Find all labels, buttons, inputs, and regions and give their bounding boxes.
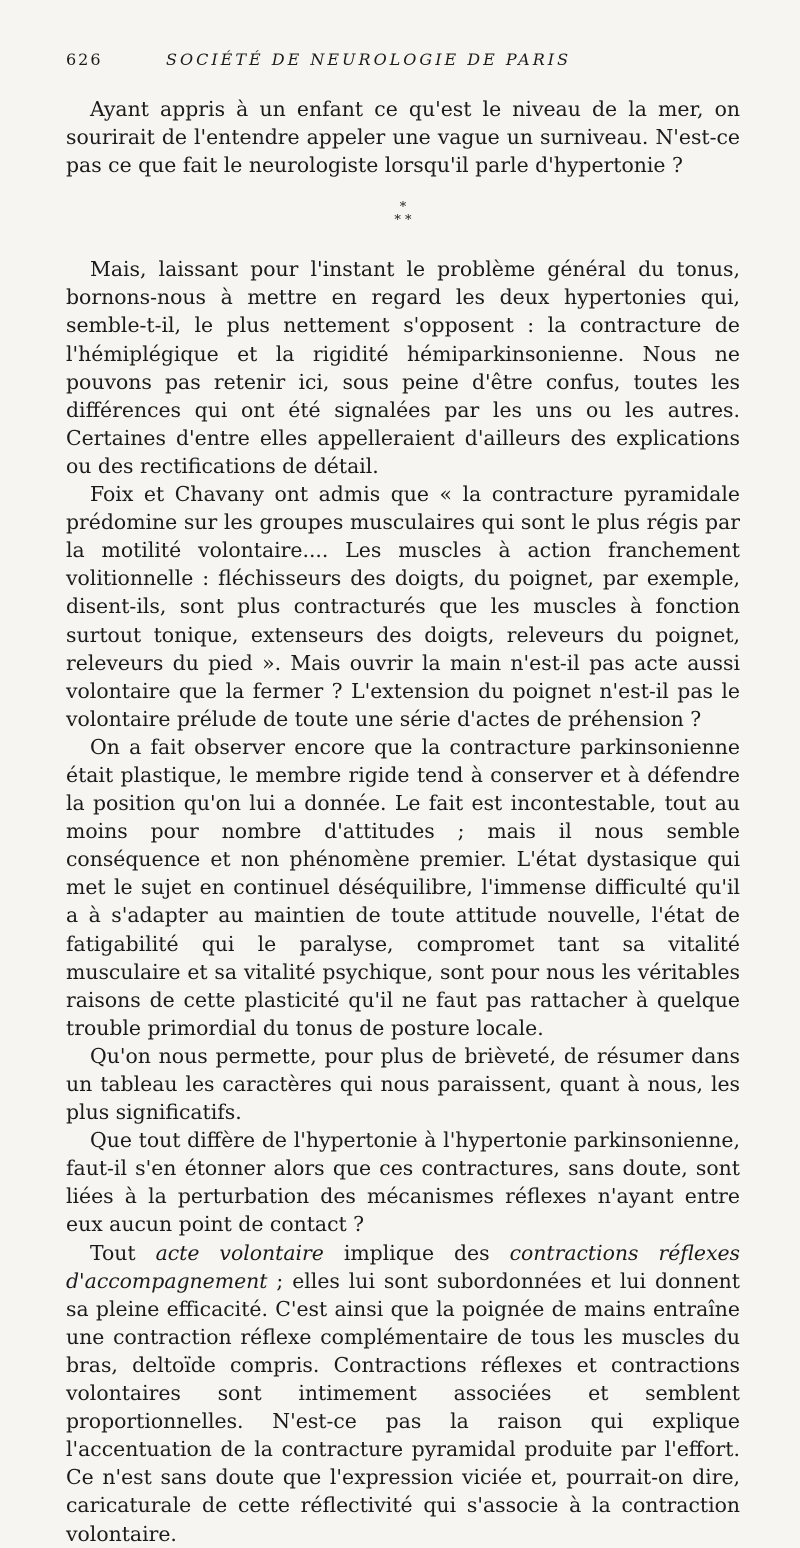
page-number: 626 bbox=[66, 50, 103, 69]
running-title: SOCIÉTÉ DE NEUROLOGIE DE PARIS bbox=[166, 50, 572, 69]
paragraph-4: On a fait observer encore que la contracture parkinsonienne était plastique, le membre rigide tend à conserver et à défendre la position qu'on lui a donnée. Le fait est incontestable, tout au moins pour nombre d'attitudes ; mais il nous semble conséquence et non phénomène premier. L'état dystasique qui met le sujet en continuel déséquilibre, l'immense difficulté qu'il a à s'adapter au maintien de toute attitude nouvelle, l'état de fatigabilité qui le paralyse, compromet tant sa vitalité musculaire et sa vitalité psychique, sont pour nous les véritables raisons de cette plasticité qu'il ne faut pas rattacher à quelque trouble primordial du tonus de posture locale. bbox=[66, 734, 740, 1040]
p7-text-b: implique des bbox=[323, 1240, 510, 1265]
p7-emphasis-acte-volontaire: acte volontaire bbox=[155, 1240, 324, 1265]
p7-text-d: ; elles lui sont subordonnées et lui donnent sa pleine efficacité. C'est ainsi que la poignée de mains entraîne une contraction réflexe complémentaire de tous les muscles du bras, deltoïde compris. Contractions réflexes et contractions volontaires sont intimement associées et semblent proportionnelles. N'est-ce pas la raison qui explique l'accentuation de la contracture pyramidal produite par l'effort. Ce n'est sans doute que l'expression viciée et, pourrait-on dire, caricaturale de cette réflectivité qui s'associe à la contraction volontaire. bbox=[66, 1268, 740, 1546]
paragraph-7 bbox=[66, 1239, 740, 1548]
paragraph-6: Que tout diffère de l'hypertonie à l'hypertonie parkinsonienne, faut-il s'en étonner alors que ces contractures, sans doute, sont liées à la perturbation des mécanismes réflexes n'ayant entre eux aucun point de contact ? bbox=[66, 1128, 740, 1237]
section-asterism bbox=[66, 201, 740, 227]
paragraph-2: Mais, laissant pour l'instant le problème général du tonus, bornons-nous à mettre en regard les deux hypertonies qui, semble-t-il, le plus nettement s'opposent : la contracture de l'hémiplégique et la rigidité hémiparkinsonienne. Nous ne pouvons pas retenir ici, sous peine d'être confus, toutes les différences qui ont été signalées par les uns ou les autres. Certaines d'entre elles appelleraient d'ailleurs des explications ou des rectifications de détail. bbox=[66, 257, 740, 478]
p7-emphasis-contractions-reflexes: contractions réflexes bbox=[509, 1240, 741, 1265]
p7-emphasis-accompagnement: d'accompagnement bbox=[66, 1268, 268, 1293]
asterism-top: * bbox=[399, 200, 407, 216]
paragraph-3: Foix et Chavany ont admis que « la contracture pyramidale prédomine sur les groupes musculaires qui sont le plus régis par la motilité volontaire.... Les muscles à action franchement volitionnelle : fléchisseurs des doigts, du poignet, par exemple, disent-ils, sont plus contracturés que les muscles à fonction surtout tonique, extenseurs des doigts, releveurs du poignet, releveurs du pied ». Mais ouvrir la main n'est-il pas acte aussi volontaire que la fermer ? L'extension du poignet n'est-il pas le volontaire prélude de toute une série d'actes de préhension ? bbox=[66, 482, 740, 731]
body-text bbox=[66, 95, 740, 1548]
asterism-bottom: * * bbox=[394, 213, 412, 229]
running-head bbox=[66, 50, 740, 69]
paragraph-1: Ayant appris à un enfant ce qu'est le niveau de la mer, on sourirait de l'entendre appeler une vague un surniveau. N'est-ce pas ce que fait le neurologiste lorsqu'il parle d'hypertonie ? bbox=[66, 97, 740, 178]
p7-text-a: Tout bbox=[90, 1240, 156, 1265]
paragraph-5: Qu'on nous permette, pour plus de brièveté, de résumer dans un tableau les caractères qui nous paraissent, quant à nous, les plus significatifs. bbox=[66, 1043, 740, 1125]
